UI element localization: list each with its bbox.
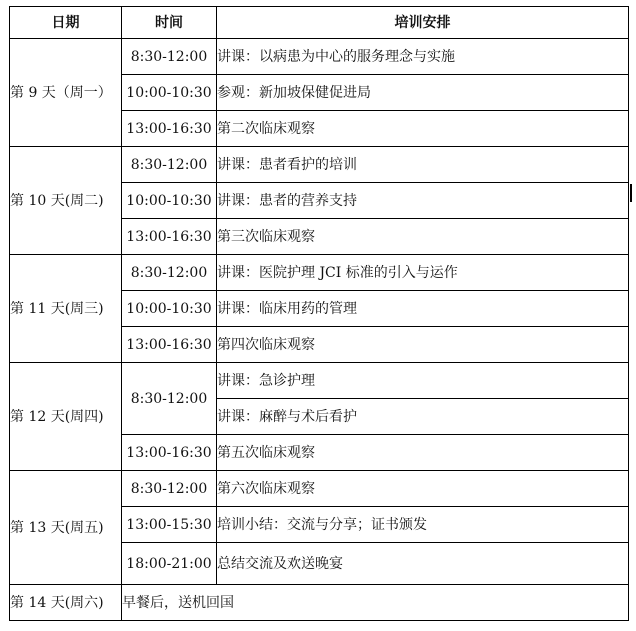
plan-cell: 培训小结：交流与分享；证书颁发 [217,507,629,543]
header-date: 日期 [10,7,122,39]
plan-cell: 讲课：麻醉与术后看护 [217,399,629,435]
time-cell: 13:00-16:30 [122,435,217,471]
training-schedule-table [9,6,629,621]
day-cell: 第 9 天（周一） [10,39,122,147]
plan-cell: 讲课：急诊护理 [217,363,629,399]
plan-cell: 第二次临床观察 [217,111,629,147]
plan-cell: 第四次临床观察 [217,327,629,363]
plan-cell: 讲课：临床用药的管理 [217,291,629,327]
plan-cell: 第三次临床观察 [217,219,629,255]
time-cell: 8:30-12:00 [122,363,217,435]
plan-cell: 讲课：医院护理 JCI 标准的引入与运作 [217,255,629,291]
plan-cell: 讲课：患者看护的培训 [217,147,629,183]
table-row [10,363,629,399]
time-cell: 8:30-12:00 [122,39,217,75]
plan-cell: 第五次临床观察 [217,435,629,471]
time-cell: 8:30-12:00 [122,471,217,507]
time-cell: 13:00-16:30 [122,219,217,255]
edge-mark [630,184,632,202]
table-row [10,147,629,183]
day-cell: 第 13 天(周五) [10,471,122,585]
plan-cell: 参观：新加坡保健促进局 [217,75,629,111]
day-cell: 第 14 天(周六) [10,585,122,621]
time-cell: 13:00-16:30 [122,327,217,363]
time-cell: 8:30-12:00 [122,255,217,291]
plan-cell: 讲课：患者的营养支持 [217,183,629,219]
table-row [10,585,629,621]
header-row [10,7,629,39]
time-cell: 13:00-16:30 [122,111,217,147]
table-row [10,255,629,291]
time-cell: 10:00-10:30 [122,183,217,219]
plan-cell: 总结交流及欢送晚宴 [217,543,629,585]
time-cell: 13:00-15:30 [122,507,217,543]
time-cell: 8:30-12:00 [122,147,217,183]
header-time: 时间 [122,7,217,39]
plan-cell: 早餐后，送机回国 [122,585,629,621]
plan-cell: 讲课：以病患为中心的服务理念与实施 [217,39,629,75]
table-row [10,39,629,75]
time-cell: 18:00-21:00 [122,543,217,585]
table-row [10,471,629,507]
header-plan: 培训安排 [217,7,629,39]
plan-cell: 第六次临床观察 [217,471,629,507]
time-cell: 10:00-10:30 [122,291,217,327]
day-cell: 第 11 天(周三) [10,255,122,363]
day-cell: 第 10 天(周二) [10,147,122,255]
day-cell: 第 12 天(周四) [10,363,122,471]
time-cell: 10:00-10:30 [122,75,217,111]
